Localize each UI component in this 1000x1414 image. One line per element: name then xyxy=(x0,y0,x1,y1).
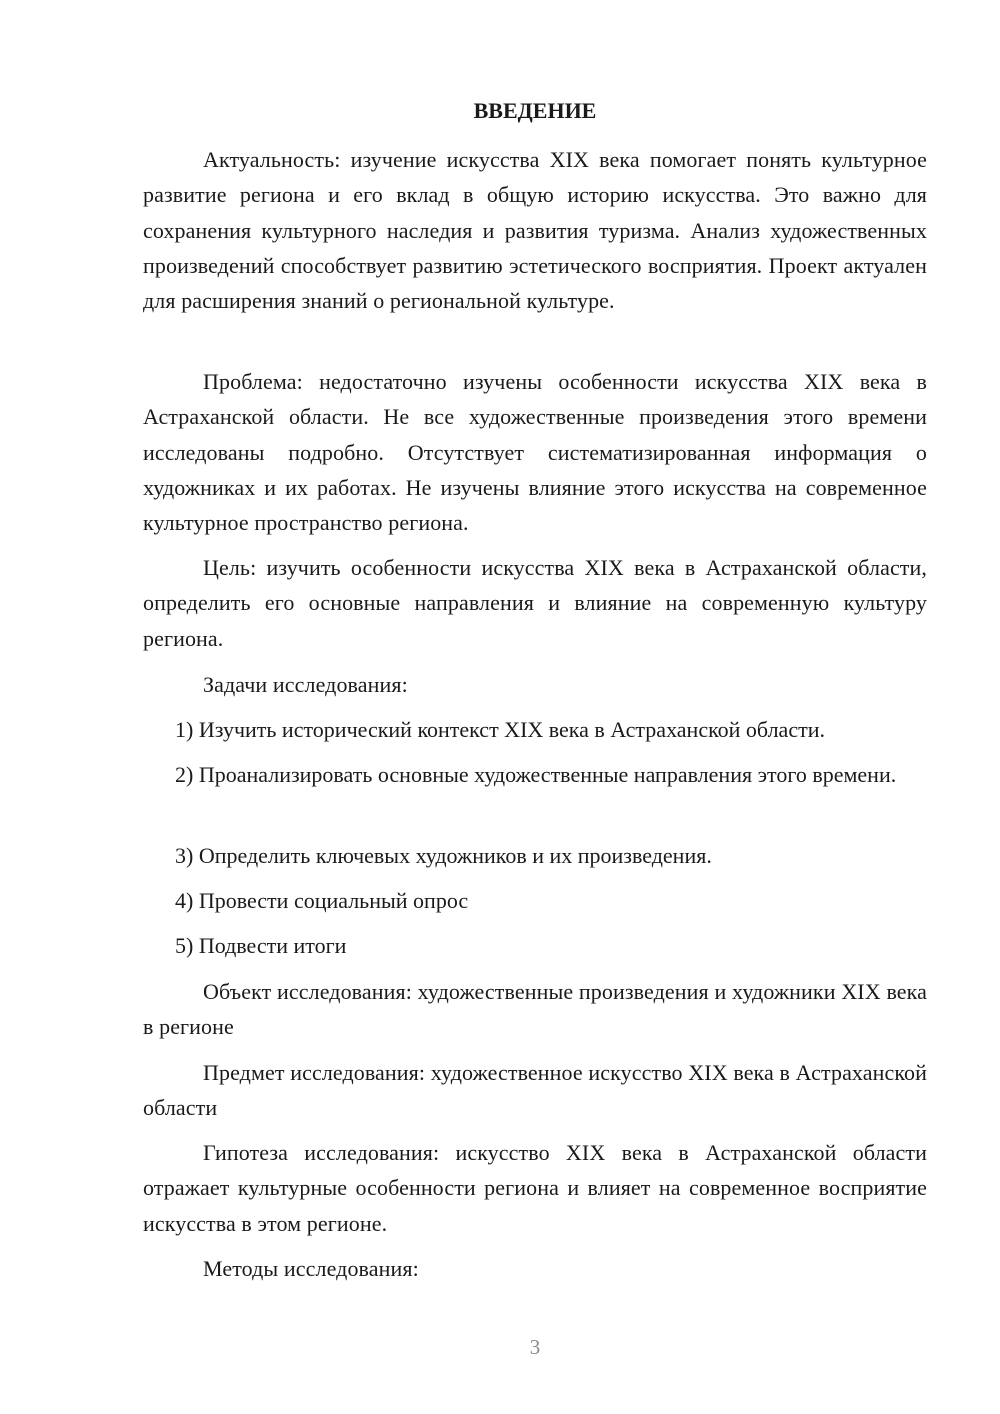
methods-title: Методы исследования: xyxy=(203,1256,419,1281)
paragraph-problem: Проблема: недостаточно изучены особенности искусства XIX века в Астраханской области. Не все художественные произведения этого времени исследованы подробно. Отсутствует систематизированная информация о художниках и их работах. Не изучены влияние этого искусства на современное культурное пространство региона. xyxy=(143,369,927,536)
page-number: 3 xyxy=(529,1335,541,1359)
task-item-3: 3) Определить ключевых художников и их произведения. xyxy=(175,843,712,868)
tasks-title: Задачи исследования: xyxy=(203,672,408,697)
paragraph-relevance: Актуальность: изучение искусства XIX века помогает понять культурное развитие региона и его вклад в общую историю искусства. Это важно для сохранения культурного наследия и развития туризма. Анализ художественных произведений способствует развитию эстетического восприятия. Проект актуален для расширения знаний о региональной культуре. xyxy=(143,147,927,314)
task-item-1: 1) Изучить исторический контекст XIX века в Астраханской области. xyxy=(175,717,825,742)
document-page xyxy=(143,0,927,1414)
paragraph-subject: Предмет исследования: художественное искусство XIX века в Астраханской области xyxy=(143,1060,927,1121)
task-item-5: 5) Подвести итоги xyxy=(175,933,347,958)
task-item-2: 2) Проанализировать основные художественные направления этого времени. xyxy=(175,762,897,787)
paragraph-object: Объект исследования: художественные произведения и художники XIX века в регионе xyxy=(143,979,927,1040)
page-heading: ВВЕДЕНИЕ xyxy=(473,98,597,123)
task-item-4: 4) Провести социальный опрос xyxy=(175,888,469,913)
paragraph-goal: Цель: изучить особенности искусства XIX века в Астраханской области, определить его основные направления и влияние на современную культуру региона. xyxy=(143,555,927,651)
paragraph-hypothesis: Гипотеза исследования: искусство XIX века в Астраханской области отражает культурные особенности региона и влияет на современное восприятие искусства в этом регионе. xyxy=(143,1140,927,1236)
